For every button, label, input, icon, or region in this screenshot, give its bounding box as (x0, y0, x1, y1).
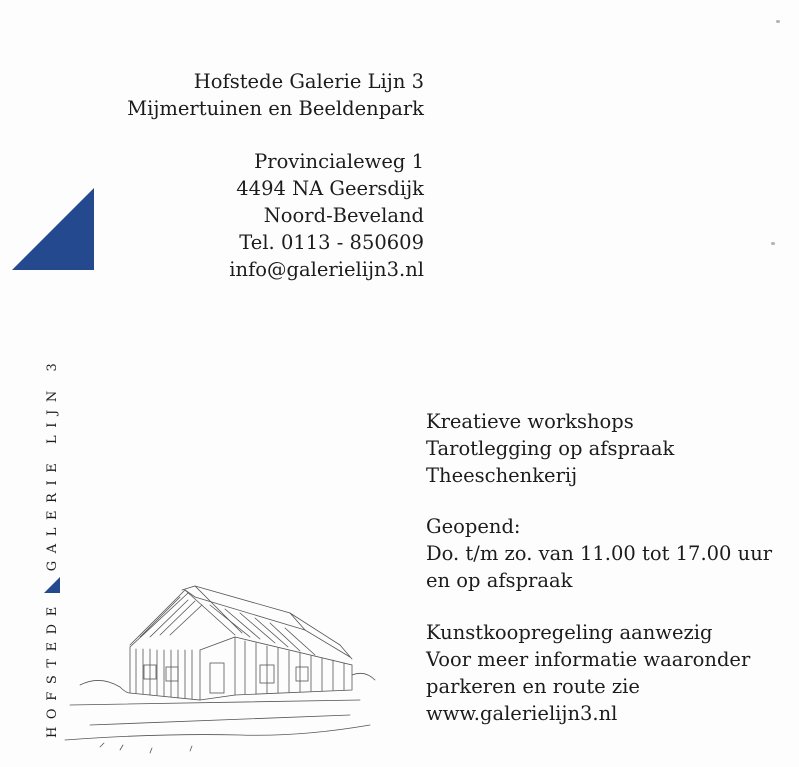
opening-extra: en op afspraak (426, 569, 573, 592)
service-item: Kreatieve workshops (426, 410, 634, 433)
website-link[interactable]: www.galerielijn3.nl (426, 702, 618, 725)
farmhouse-sketch (60, 575, 380, 765)
gallery-name: Hofstede Galerie Lijn 3 (193, 70, 424, 93)
vertical-wordmark (44, 356, 60, 738)
scan-speck (771, 242, 775, 245)
wordmark-hofstede: HOFSTEDE (44, 599, 60, 738)
service-item: Tarotlegging op afspraak (426, 437, 675, 460)
services-list (426, 408, 674, 489)
street-address: Provincialeweg 1 (254, 150, 424, 173)
info-line: Voor meer informatie waaronder (426, 648, 751, 671)
scan-speck (776, 20, 780, 23)
logo-triangle (12, 188, 94, 270)
opening-heading: Geopend: (426, 515, 521, 538)
info-line: parkeren en route zie (426, 675, 640, 698)
info-line: Kunstkoopregeling aanwezig (426, 621, 713, 644)
service-item: Theeschenkerij (426, 464, 578, 487)
wordmark-galerie-lijn: GALERIE LIJN 3 (44, 355, 60, 572)
info-block (426, 619, 750, 727)
email-address: info@galerielijn3.nl (229, 258, 424, 281)
phone-number: Tel. 0113 - 850609 (239, 231, 424, 254)
address-block (200, 148, 424, 283)
wordmark-triangle (44, 577, 60, 593)
gallery-header (120, 68, 424, 122)
postal-city: 4494 NA Geersdijk (236, 177, 424, 200)
region: Noord-Beveland (263, 204, 424, 227)
gallery-subtitle: Mijmertuinen en Beeldenpark (127, 97, 424, 120)
opening-hours (426, 513, 772, 594)
opening-days: Do. t/m zo. van 11.00 tot 17.00 uur (426, 542, 773, 565)
